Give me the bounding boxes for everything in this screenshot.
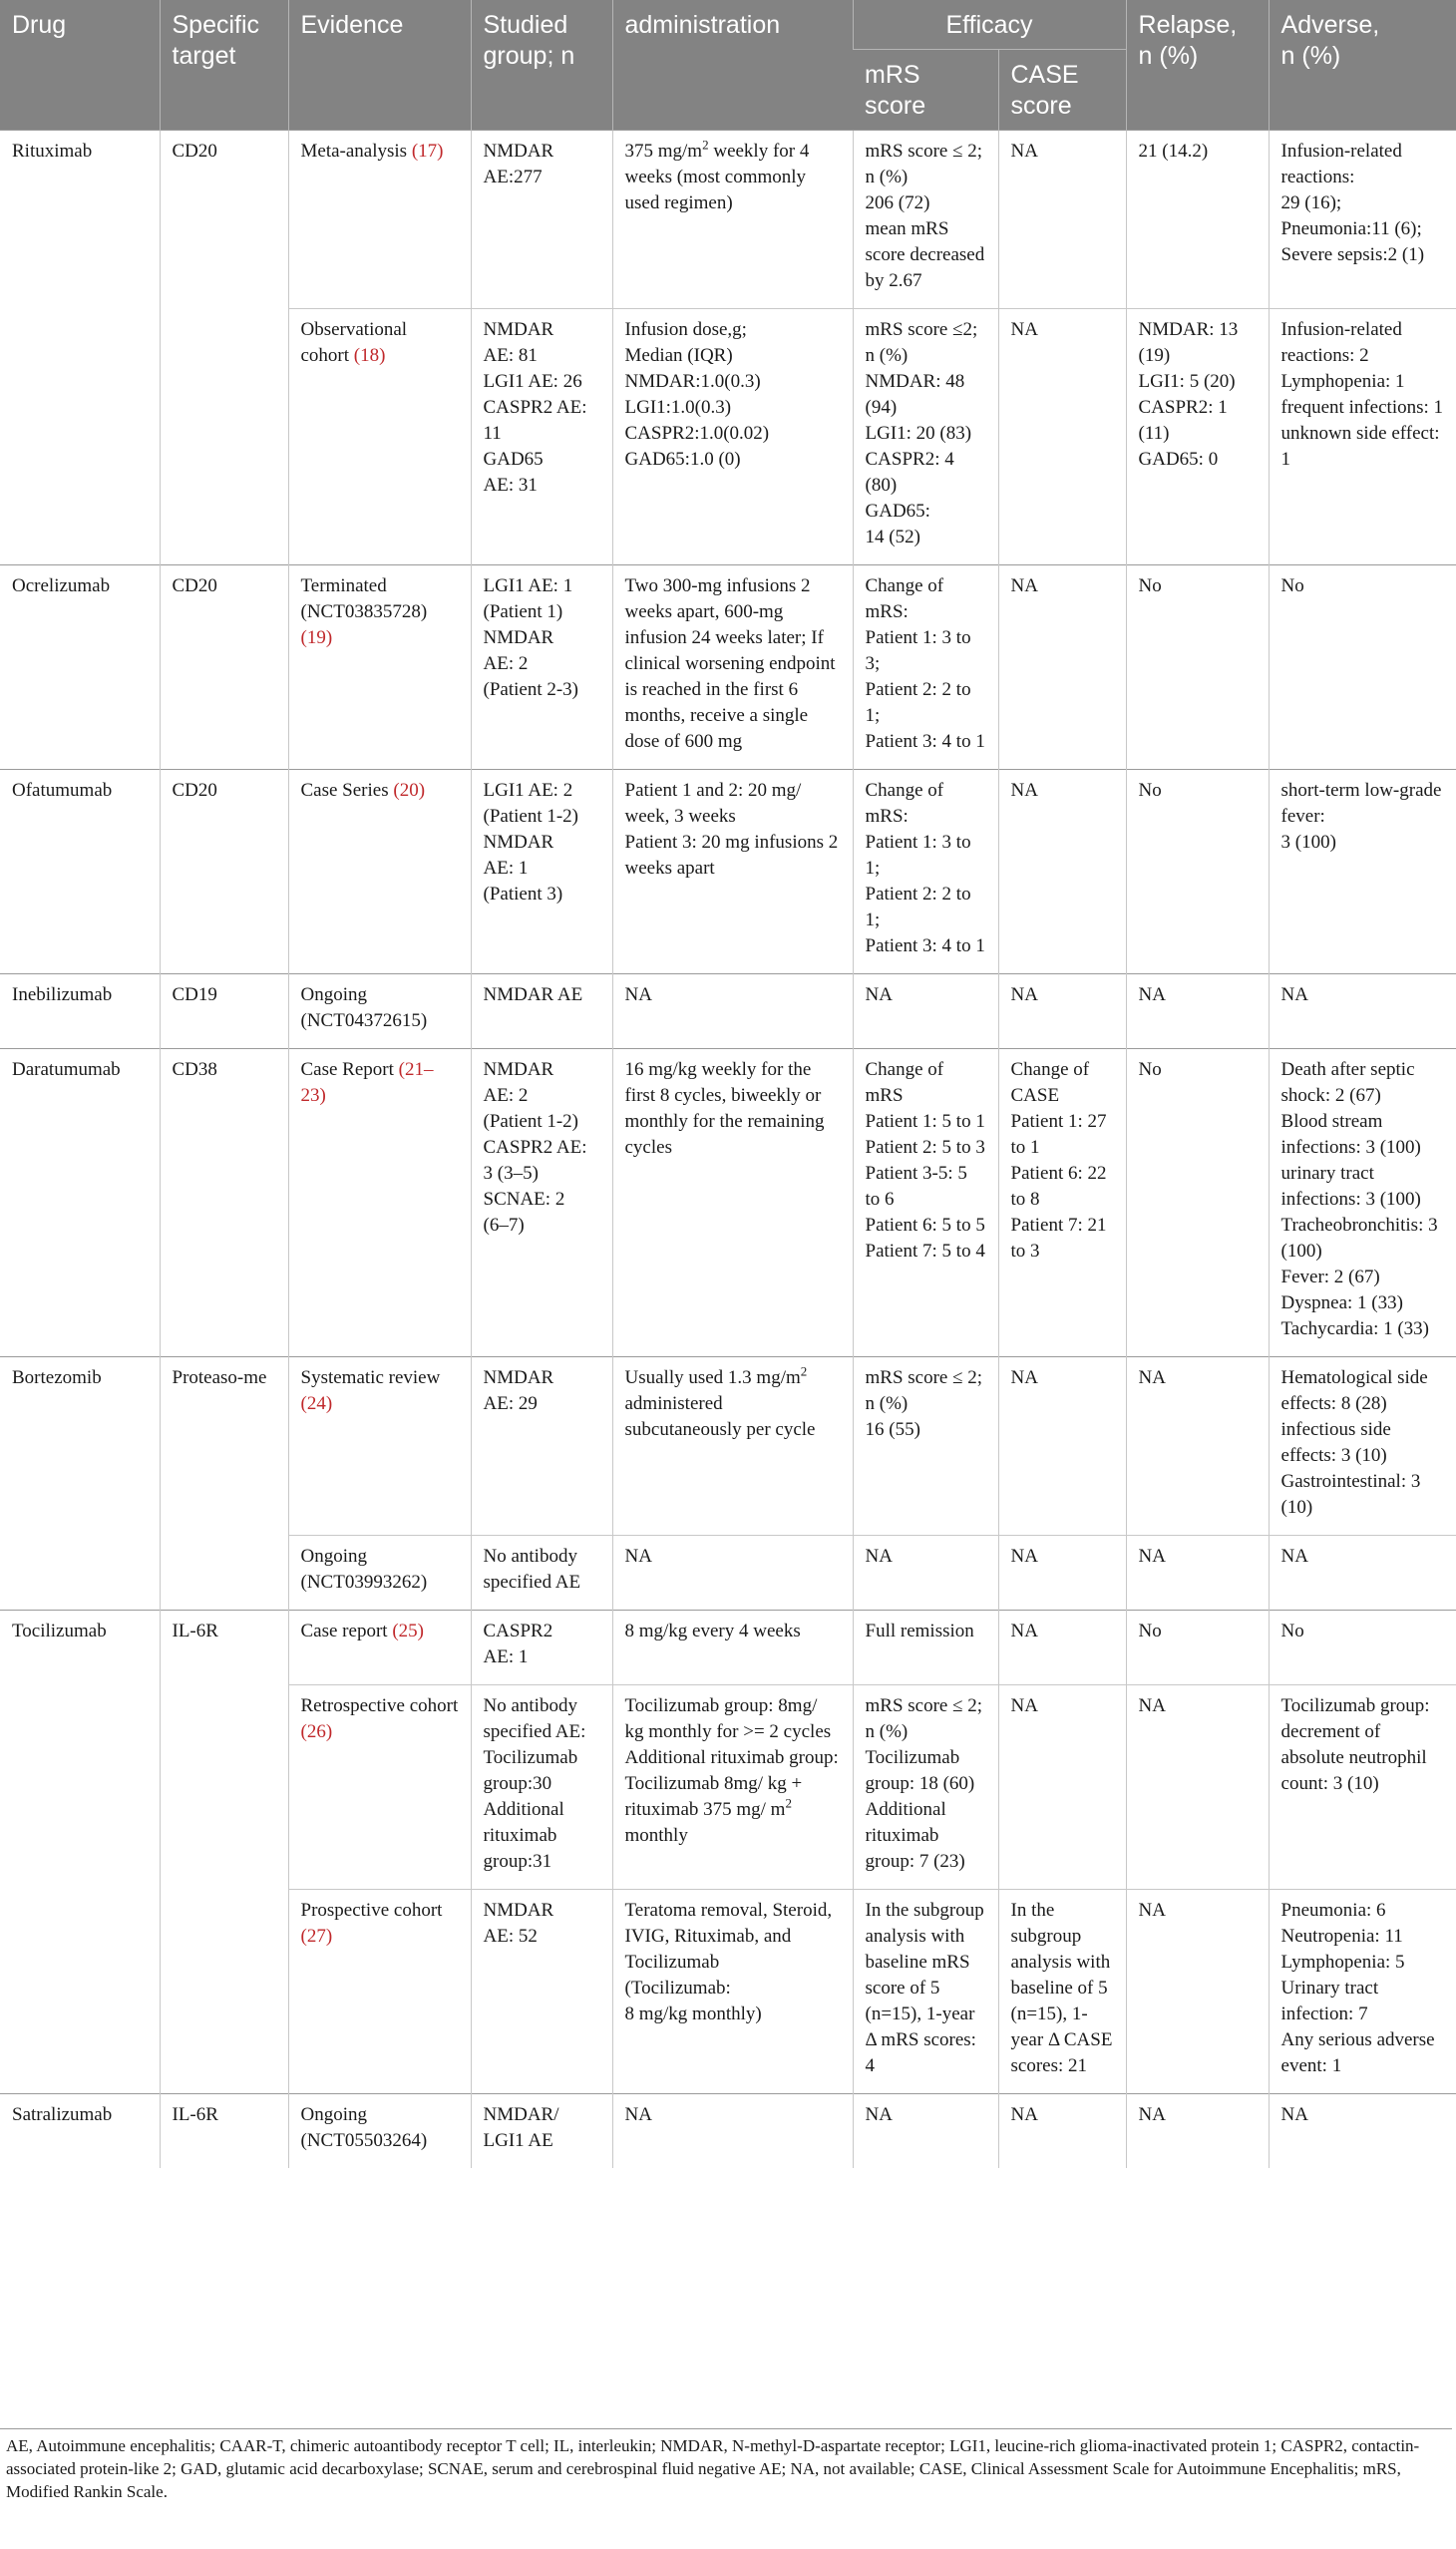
group-line: GAD65	[483, 449, 544, 470]
cell-evidence: Ongoing (NCT05503264)	[288, 2094, 471, 2169]
admin-line: CASPR2:1.0(0.02)	[624, 423, 770, 444]
relapse-line: NMDAR: 13 (19)	[1138, 319, 1239, 366]
group-line: SCNAE: 2	[483, 1189, 565, 1210]
group-line: AE: 1	[483, 1646, 529, 1667]
cell-adverse	[1269, 131, 1456, 309]
cell-target: IL-6R	[160, 1611, 288, 2094]
adverse-line: Tachycardia: 1 (33)	[1280, 1318, 1429, 1339]
adverse-line: 29 (16);	[1280, 192, 1342, 213]
adverse-line: infectious side effects: 3 (10)	[1280, 1419, 1391, 1466]
admin-line: (Tocilizumab:	[624, 1978, 731, 1999]
cell-case: In the subgroup analysis with baseline of 5 (n=15), 1-year Δ CASE scores: 21	[998, 1890, 1126, 2094]
cell-case: NA	[998, 1611, 1126, 1685]
group-line: AE: 81	[483, 345, 538, 366]
group-line: AE: 31	[483, 475, 538, 496]
evidence-text: Case Report	[300, 1059, 394, 1080]
cell-relapse: No	[1126, 1611, 1269, 1685]
cell-adverse: No	[1269, 1611, 1456, 1685]
adverse-line: 3 (100)	[1280, 832, 1336, 853]
header-efficacy: Efficacy	[853, 0, 1126, 50]
mrs-line: mRS score ≤ 2; n (%)	[865, 141, 983, 187]
header-relapse-line1: Relapse,	[1138, 11, 1238, 39]
mrs-line: Patient 2: 5 to 3	[865, 1137, 985, 1158]
cell-target: CD38	[160, 1049, 288, 1357]
cell-adverse: NA	[1269, 2094, 1456, 2169]
adverse-line: Pneumonia: 6	[1280, 1900, 1386, 1921]
mrs-line: NMDAR: 48 (94)	[865, 371, 965, 418]
evidence-text: Prospective cohort	[300, 1900, 443, 1921]
table-row	[0, 770, 1456, 974]
cell-target: CD20	[160, 565, 288, 770]
cell-case: NA	[998, 1357, 1126, 1536]
adverse-line: Infusion-related reactions: 2	[1280, 319, 1402, 366]
adverse-line: Lymphopenia: 1	[1280, 371, 1405, 392]
cell-administration: NA	[612, 2094, 853, 2169]
mrs-line: CASPR2: 4 (80)	[865, 449, 954, 496]
adverse-line: Any serious adverse event: 1	[1280, 2029, 1435, 2076]
cell-drug: Ofatumumab	[0, 770, 160, 974]
cell-adverse	[1269, 1357, 1456, 1536]
group-line: (6–7)	[483, 1215, 525, 1236]
reference-link[interactable]: (18)	[353, 345, 386, 366]
cell-relapse: NA	[1126, 1536, 1269, 1611]
cell-mrs: NA	[853, 974, 998, 1049]
adverse-line: Fever: 2 (67)	[1280, 1267, 1380, 1287]
cell-group	[471, 770, 612, 974]
admin-text: 375 mg/m	[624, 141, 703, 162]
admin-text: monthly	[624, 1825, 688, 1846]
adverse-line: frequent infections: 1	[1280, 397, 1444, 418]
header-mrs	[853, 50, 998, 131]
group-line: AE:277	[483, 167, 543, 187]
evidence-text: Observational cohort	[300, 319, 408, 366]
mrs-line: Change of mRS:	[865, 780, 944, 827]
header-mrs-line2: score	[865, 92, 926, 120]
cell-adverse	[1269, 770, 1456, 974]
header-administration: administration	[612, 0, 853, 131]
admin-line: Patient 1 and 2: 20 mg/ week, 3 weeks	[624, 780, 802, 827]
relapse-line: CASPR2: 1 (11)	[1138, 397, 1228, 444]
header-drug: Drug	[0, 0, 160, 131]
header-mrs-line1: mRS	[865, 61, 920, 89]
mrs-line: 206 (72)	[865, 192, 930, 213]
reference-link[interactable]: (27)	[300, 1926, 333, 1947]
cell-drug: Tocilizumab	[0, 1611, 160, 2094]
cell-relapse: No	[1126, 565, 1269, 770]
group-line: No antibody specified AE:	[483, 1695, 586, 1742]
mrs-line: Patient 3: 4 to 1	[865, 935, 985, 956]
mrs-line: Patient 3-5: 5 to 6	[865, 1163, 967, 1210]
adverse-line: Urinary tract infection: 7	[1280, 1978, 1379, 2024]
cell-administration	[612, 1685, 853, 1890]
adverse-line: Dyspnea: 1 (33)	[1280, 1292, 1403, 1313]
admin-line: GAD65:1.0 (0)	[624, 449, 741, 470]
admin-text: Usually used 1.3 mg/m	[624, 1367, 801, 1388]
cell-group	[471, 1685, 612, 1890]
cell-administration	[612, 1890, 853, 2094]
adverse-line: short-term low-grade fever:	[1280, 780, 1442, 827]
cell-group	[471, 1049, 612, 1357]
group-line: CASPR2	[483, 1621, 553, 1641]
group-line: (Patient 1)	[483, 601, 563, 622]
cell-case: NA	[998, 565, 1126, 770]
mrs-line: GAD65:	[865, 501, 930, 522]
admin-superscript: 2	[800, 1363, 808, 1379]
cell-group: No antibody specified AE	[471, 1536, 612, 1611]
mrs-line: mean mRS score decreased by 2.67	[865, 218, 985, 291]
group-line: (Patient 2-3)	[483, 679, 579, 700]
cell-mrs	[853, 565, 998, 770]
adverse-line: Lymphopenia: 5	[1280, 1952, 1405, 1973]
cell-target: CD20	[160, 131, 288, 565]
header-group-line2: group; n	[483, 42, 575, 70]
cell-administration: 16 mg/kg weekly for the first 8 cycles, biweekly or monthly for the remaining cycles	[612, 1049, 853, 1357]
table-row	[0, 1049, 1456, 1357]
group-line: LGI1 AE: 1	[483, 575, 573, 596]
table-row	[0, 2094, 1456, 2169]
header-target-line2: target	[172, 42, 236, 70]
mrs-line: 14 (52)	[865, 527, 920, 547]
admin-line: Tocilizumab group: 8mg/ kg monthly for >= 2 cycles	[624, 1695, 832, 1742]
table-row	[0, 1611, 1456, 1685]
cell-evidence	[288, 1049, 471, 1357]
case-line: Patient 1: 27 to 1	[1010, 1111, 1107, 1158]
admin-line	[625, 1745, 841, 1849]
header-target-line1: Specific	[172, 11, 260, 39]
adverse-line: urinary tract infections: 3 (100)	[1280, 1163, 1421, 1210]
cell-mrs	[853, 770, 998, 974]
mrs-line: 16 (55)	[865, 1419, 920, 1440]
group-line: (Patient 1-2)	[483, 806, 579, 827]
cell-administration	[612, 1357, 853, 1536]
cell-administration: Two 300-mg infusions 2 weeks apart, 600-mg infusion 24 weeks later; If clinical worsening endpoint is reached in the first 6 months, receive a single dose of 600 mg	[612, 565, 853, 770]
cell-mrs	[853, 131, 998, 309]
table-body	[0, 131, 1456, 2169]
cell-group	[471, 2094, 612, 2169]
cell-group	[471, 1357, 612, 1536]
cell-relapse: NA	[1126, 974, 1269, 1049]
cell-administration: 8 mg/kg every 4 weeks	[612, 1611, 853, 1685]
mrs-line: mRS score ≤2; n (%)	[865, 319, 978, 366]
admin-line: 8 mg/kg monthly)	[624, 2003, 762, 2024]
group-line: AE: 2	[483, 653, 529, 674]
header-adverse-line2: n (%)	[1280, 42, 1341, 70]
cell-administration	[612, 309, 853, 565]
admin-text: administered subcutaneously per cycle	[624, 1393, 816, 1440]
group-line: AE: 1	[483, 858, 529, 879]
group-line: (Patient 1-2)	[483, 1111, 579, 1132]
cell-relapse: NA	[1126, 1890, 1269, 2094]
adverse-line: Severe sepsis:2 (1)	[1280, 244, 1425, 265]
adverse-line: Neutropenia: 11	[1280, 1926, 1403, 1947]
group-line: LGI1 AE	[483, 2130, 553, 2151]
group-line: 3 (3–5)	[483, 1163, 539, 1184]
cell-evidence	[288, 131, 471, 309]
cell-relapse: NA	[1126, 1357, 1269, 1536]
cell-adverse: NA	[1269, 974, 1456, 1049]
group-line: NMDAR/	[483, 2104, 559, 2125]
cell-evidence	[288, 1357, 471, 1536]
cell-adverse: NA	[1269, 1536, 1456, 1611]
mrs-line: Additional rituximab group: 7 (23)	[865, 1799, 965, 1872]
mrs-line: Patient 7: 5 to 4	[865, 1241, 985, 1262]
cell-adverse	[1269, 1049, 1456, 1357]
relapse-line: LGI1: 5 (20)	[1138, 371, 1236, 392]
cell-group: NMDAR AE	[471, 974, 612, 1049]
cell-drug: Rituximab	[0, 131, 160, 565]
evidence-text: Case Series	[300, 780, 389, 801]
cell-group	[471, 131, 612, 309]
case-line: Change of CASE	[1010, 1059, 1090, 1106]
group-line: NMDAR	[483, 1900, 554, 1921]
cell-group	[471, 565, 612, 770]
cell-mrs	[853, 1049, 998, 1357]
cell-administration: NA	[612, 974, 853, 1049]
group-line: AE: 52	[483, 1926, 538, 1947]
cell-case: NA	[998, 974, 1126, 1049]
header-adverse-line1: Adverse,	[1280, 11, 1380, 39]
cell-case	[998, 1049, 1126, 1357]
cell-administration	[612, 770, 853, 974]
cell-adverse: No	[1269, 565, 1456, 770]
reference-link[interactable]: (19)	[300, 627, 333, 648]
cell-group	[471, 1890, 612, 2094]
cell-drug: Satralizumab	[0, 2094, 160, 2169]
mrs-line: Patient 3: 4 to 1	[865, 731, 985, 752]
table-row	[0, 974, 1456, 1049]
cell-case: NA	[998, 309, 1126, 565]
case-line: Patient 7: 21 to 3	[1010, 1215, 1107, 1262]
reference-link[interactable]: (26)	[300, 1721, 333, 1742]
adverse-line: Tracheobronchitis: 3 (100)	[1280, 1215, 1438, 1262]
group-line: NMDAR	[483, 1367, 554, 1388]
mrs-line: Patient 2: 2 to 1;	[865, 679, 971, 726]
cell-drug: Inebilizumab	[0, 974, 160, 1049]
header-relapse	[1126, 0, 1269, 131]
mrs-line: Patient 1: 3 to 1;	[865, 832, 971, 879]
cell-case: NA	[998, 770, 1126, 974]
cell-adverse	[1269, 1890, 1456, 2094]
cell-relapse: NA	[1126, 1685, 1269, 1890]
evidence-text: Meta-analysis	[300, 141, 408, 162]
adverse-line: Death after septic shock: 2 (67)	[1280, 1059, 1415, 1106]
adverse-line: Pneumonia:11 (6);	[1280, 218, 1422, 239]
table-header	[0, 0, 1456, 131]
cell-adverse	[1269, 1685, 1456, 1890]
adverse-line: Tocilizumab group:	[1280, 1695, 1430, 1716]
cell-group	[471, 1611, 612, 1685]
cell-adverse	[1269, 309, 1456, 565]
group-line: Tocilizumab group:30	[483, 1747, 578, 1794]
cell-target: Proteaso-me	[160, 1357, 288, 1611]
header-case-line1: CASE	[1010, 61, 1079, 89]
admin-line: Teratoma removal, Steroid, IVIG, Rituximab, and Tocilizumab	[624, 1900, 833, 1973]
cell-target: CD19	[160, 974, 288, 1049]
cell-evidence	[288, 770, 471, 974]
cell-mrs: Full remission	[853, 1611, 998, 1685]
table-row	[0, 1357, 1456, 1536]
evidence-text: Retrospective cohort	[300, 1695, 459, 1716]
mrs-line: Patient 1: 3 to 3;	[865, 627, 971, 674]
admin-line: Median (IQR)	[624, 345, 733, 366]
header-group-line1: Studied	[483, 11, 568, 39]
header-adverse	[1269, 0, 1456, 131]
cell-drug: Daratumumab	[0, 1049, 160, 1357]
cell-case: NA	[998, 1685, 1126, 1890]
cell-evidence	[288, 309, 471, 565]
group-line: NMDAR	[483, 1059, 554, 1080]
cell-mrs	[853, 309, 998, 565]
header-group	[471, 0, 612, 131]
header-target	[160, 0, 288, 131]
group-line: CASPR2 AE:	[483, 1137, 587, 1158]
adverse-line: Blood stream infections: 3 (100)	[1280, 1111, 1421, 1158]
cell-evidence: Ongoing (NCT04372615)	[288, 974, 471, 1049]
header-evidence: Evidence	[288, 0, 471, 131]
reference-link[interactable]: (20)	[393, 780, 426, 801]
cell-drug: Ocrelizumab	[0, 565, 160, 770]
mrs-line: Change of mRS	[865, 1059, 944, 1106]
admin-line: Patient 3: 20 mg infusions 2 weeks apart	[624, 832, 839, 879]
group-line: AE: 2	[483, 1085, 529, 1106]
table-footnote: AE, Autoimmune encephalitis; CAAR-T, chimeric autoantibody receptor T cell; IL, interleukin; NMDAR, N-methyl-D-aspartate receptor; LGI1, leucine-rich glioma-inactivated protein 1; CASPR2, contactin-associated protein-like 2; GAD, glutamic acid decarboxylase; SCNAE, serum and cerebrospinal fluid negative AE; NA, not available; CASE, Clinical Assessment Scale for Autoimmune Encephalitis; mRS, Modified Rankin Scale.	[0, 2428, 1452, 2503]
cell-relapse	[1126, 309, 1269, 565]
cell-evidence	[288, 1890, 471, 2094]
reference-link[interactable]: (21–23)	[300, 1059, 434, 1106]
admin-text: weekly for 4 weeks (most commonly used regimen)	[624, 141, 810, 213]
cell-mrs: NA	[853, 2094, 998, 2169]
evidence-text: Case report	[300, 1621, 388, 1641]
reference-link[interactable]: (24)	[300, 1393, 333, 1414]
cell-relapse: NA	[1126, 2094, 1269, 2169]
admin-text: Additional rituximab group: Tocilizumab 8mg/ kg + rituximab 375 mg/ m	[624, 1747, 839, 1820]
cell-evidence	[288, 1611, 471, 1685]
mrs-line: mRS score ≤ 2; n (%)	[865, 1367, 983, 1414]
cell-case: NA	[998, 1536, 1126, 1611]
mrs-line: Change of mRS:	[865, 575, 944, 622]
group-line: NMDAR	[483, 627, 554, 648]
evidence-text: Terminated (NCT03835728)	[300, 575, 428, 622]
cell-drug: Bortezomib	[0, 1357, 160, 1611]
mrs-line: mRS score ≤ 2; n (%)	[865, 1695, 983, 1742]
mrs-line: Tocilizumab group: 18 (60)	[865, 1747, 975, 1794]
cell-relapse: No	[1126, 1049, 1269, 1357]
table-row	[0, 131, 1456, 309]
group-line: AE: 29	[483, 1393, 538, 1414]
admin-line: Infusion dose,g;	[624, 319, 747, 340]
cell-mrs	[853, 1357, 998, 1536]
case-line: Patient 6: 22 to 8	[1010, 1163, 1107, 1210]
cell-relapse: 21 (14.2)	[1126, 131, 1269, 309]
group-line: LGI1 AE: 2	[483, 780, 573, 801]
reference-link[interactable]: (25)	[392, 1621, 424, 1641]
mrs-line: Patient 6: 5 to 5	[865, 1215, 985, 1236]
cell-evidence	[288, 1685, 471, 1890]
header-case-line2: score	[1010, 92, 1072, 120]
cell-administration	[612, 131, 853, 309]
cell-target: IL-6R	[160, 2094, 288, 2169]
table-row	[0, 565, 1456, 770]
adverse-line: decrement of absolute neutrophil count: 3 (10)	[1280, 1721, 1427, 1794]
admin-superscript: 2	[785, 1795, 792, 1811]
mrs-line: Patient 2: 2 to 1;	[865, 884, 971, 930]
reference-link[interactable]: (17)	[411, 141, 444, 162]
cell-case: NA	[998, 131, 1126, 309]
adverse-line: Infusion-related reactions:	[1280, 141, 1402, 187]
cell-evidence: Ongoing (NCT03993262)	[288, 1536, 471, 1611]
cell-administration: NA	[612, 1536, 853, 1611]
header-case	[998, 50, 1126, 131]
cell-relapse: No	[1126, 770, 1269, 974]
admin-line: NMDAR:1.0(0.3)	[624, 371, 761, 392]
cell-mrs	[853, 1685, 998, 1890]
relapse-line: GAD65: 0	[1138, 449, 1219, 470]
admin-superscript: 2	[702, 137, 709, 153]
mrs-line: LGI1: 20 (83)	[865, 423, 972, 444]
group-line: NMDAR	[483, 319, 554, 340]
cell-mrs: In the subgroup analysis with baseline mRS score of 5 (n=15), 1-year Δ mRS scores: 4	[853, 1890, 998, 2094]
cell-evidence	[288, 565, 471, 770]
admin-line: LGI1:1.0(0.3)	[624, 397, 732, 418]
adverse-line: Hematological side effects: 8 (28)	[1280, 1367, 1428, 1414]
mrs-line: Patient 1: 5 to 1	[865, 1111, 985, 1132]
group-line: LGI1 AE: 26	[483, 371, 582, 392]
group-line: (Patient 3)	[483, 884, 563, 905]
cell-mrs: NA	[853, 1536, 998, 1611]
adverse-line: Gastrointestinal: 3 (10)	[1280, 1471, 1421, 1518]
cell-group	[471, 309, 612, 565]
group-line: CASPR2 AE: 11	[483, 397, 587, 444]
adverse-line: unknown side effect: 1	[1280, 423, 1440, 470]
group-line: NMDAR	[483, 832, 554, 853]
cell-case: NA	[998, 2094, 1126, 2169]
group-line: Additional rituximab group:31	[483, 1799, 564, 1872]
cell-target: CD20	[160, 770, 288, 974]
group-line: NMDAR	[483, 141, 554, 162]
header-relapse-line2: n (%)	[1138, 42, 1199, 70]
evidence-text: Systematic review	[300, 1367, 441, 1388]
